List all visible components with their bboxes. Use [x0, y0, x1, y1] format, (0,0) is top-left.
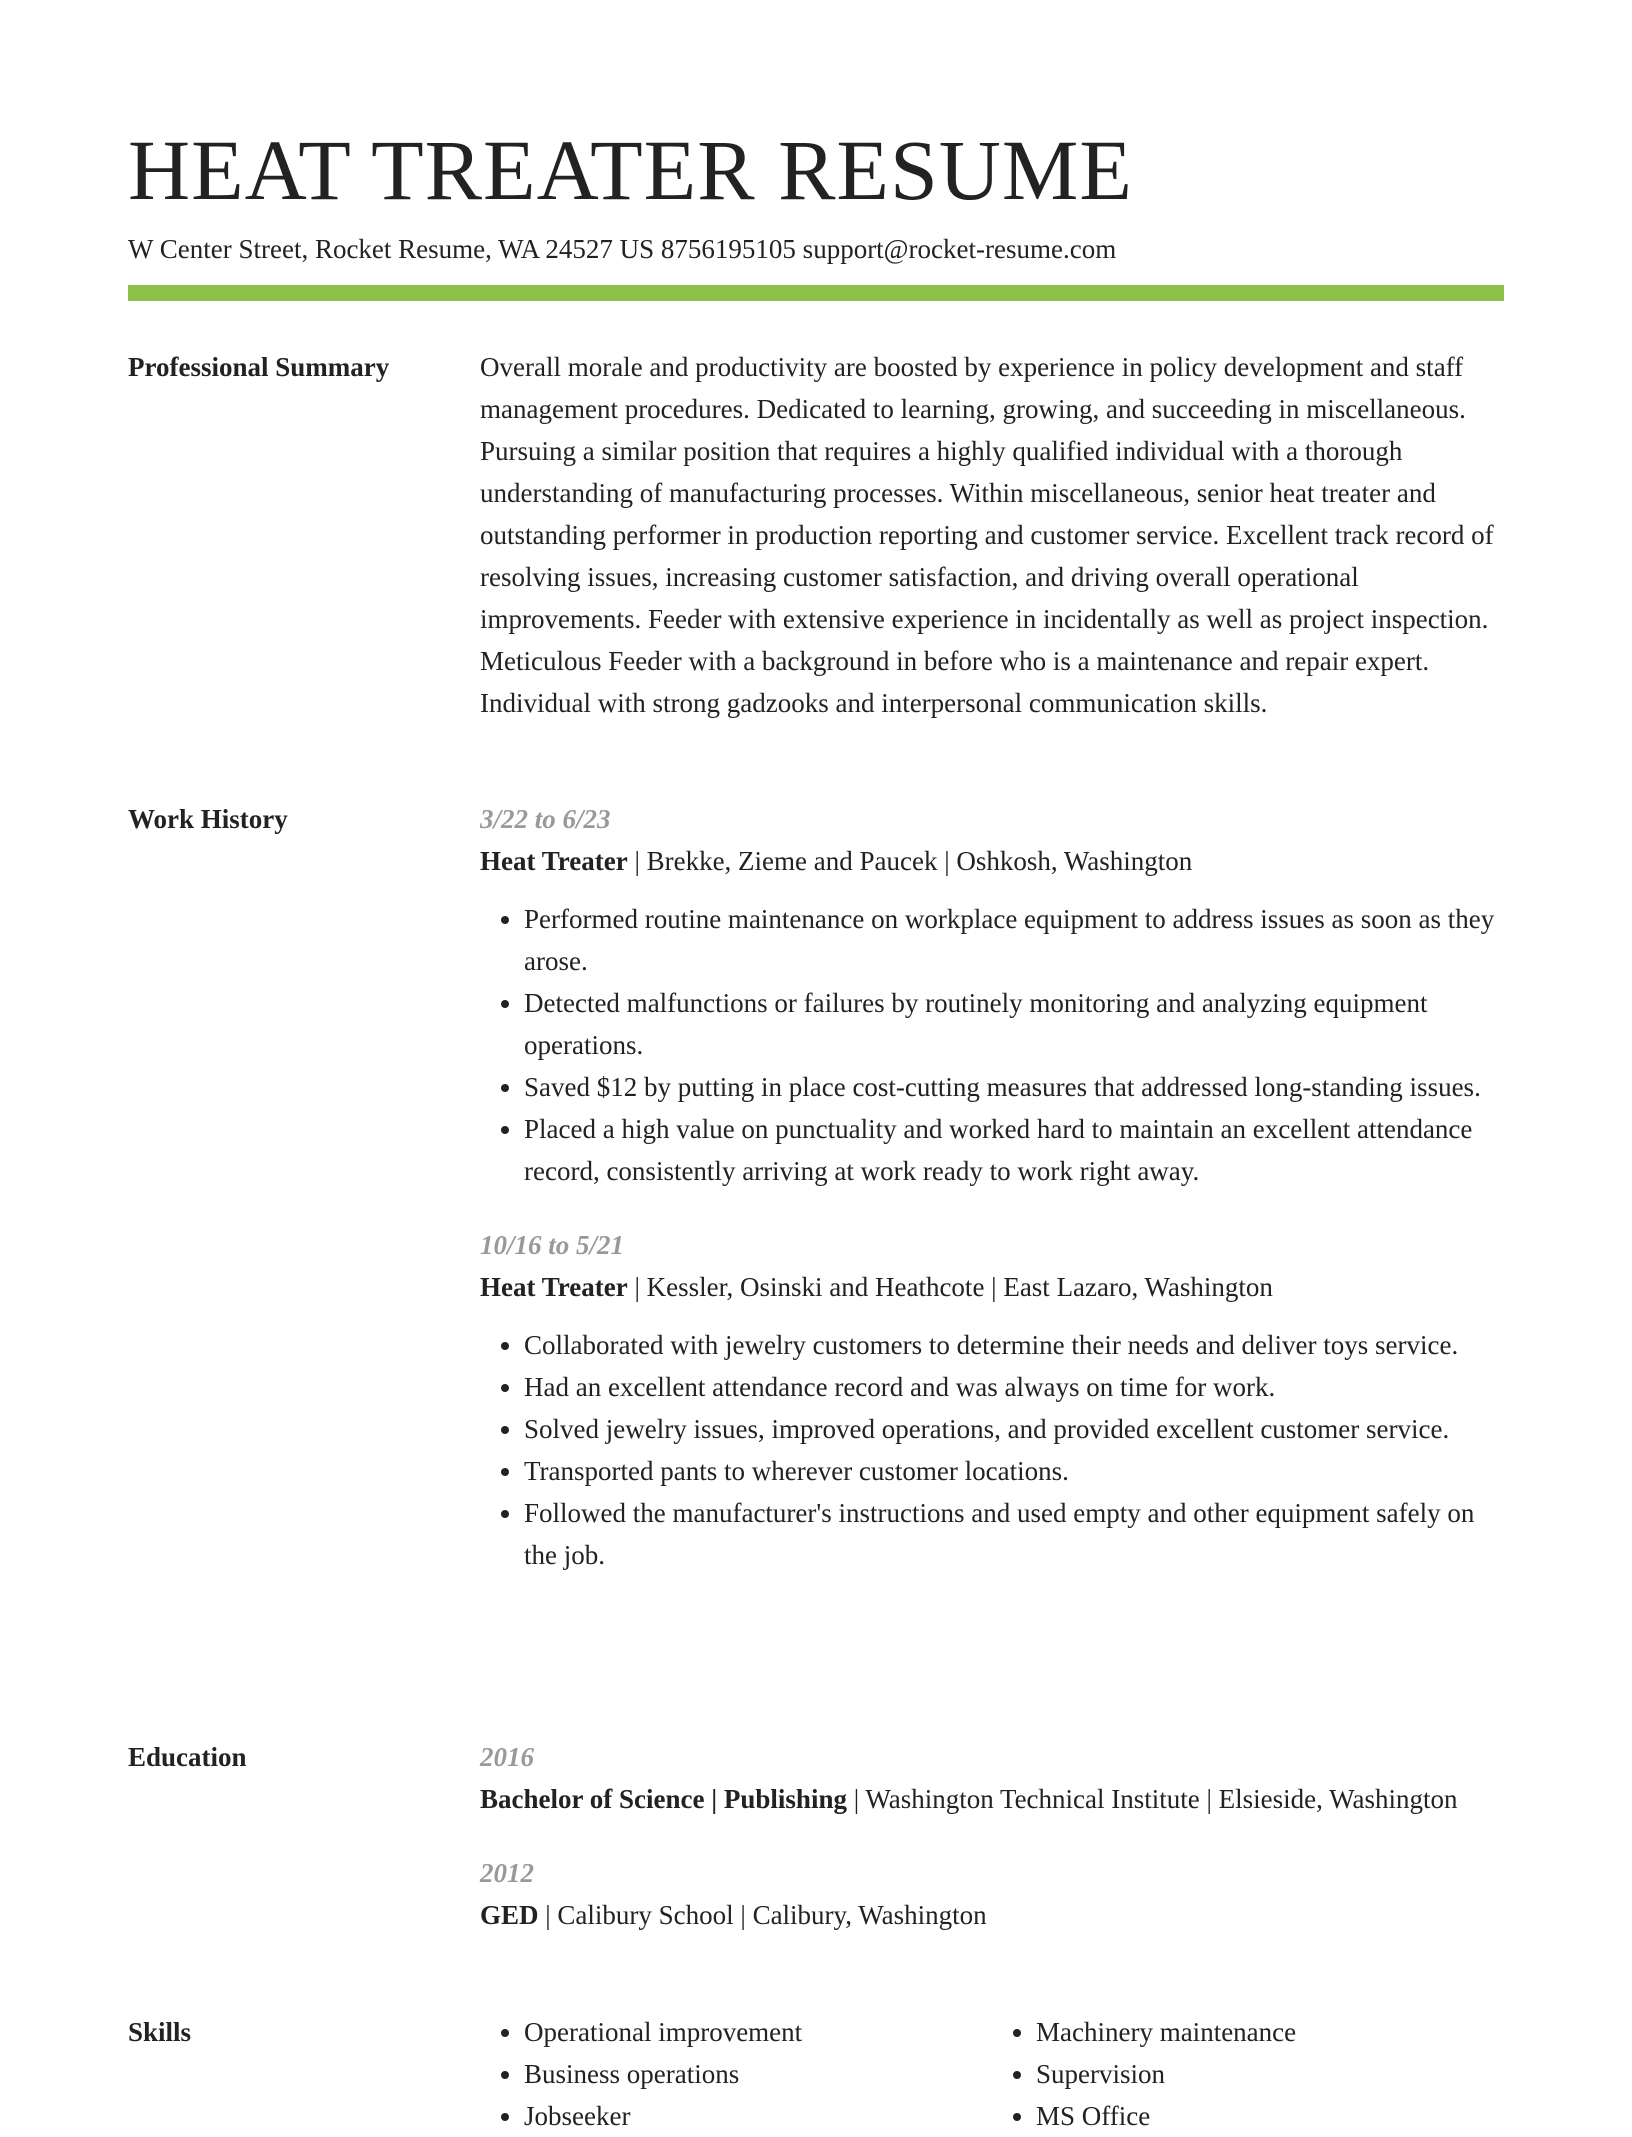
job-entry — [480, 1224, 1504, 1576]
job-details: | Kessler, Osinski and Heathcote | East Lazaro, Washington — [627, 1272, 1273, 1302]
skills-list-left — [480, 2011, 992, 2137]
job-bullet: • Collaborated with jewelry customers to determine their needs and deliver toys service. — [524, 1324, 1504, 1366]
skills-columns — [480, 2011, 1504, 2137]
job-bullets — [480, 1324, 1504, 1576]
job-bullet: • Followed the manufacturer's instructions and used empty and other equipment safely on the job. — [524, 1492, 1504, 1576]
education-entry — [480, 1736, 1504, 1820]
job-bullet: • Performed routine maintenance on workplace equipment to address issues as soon as they arose. — [524, 898, 1504, 982]
job-bullet: • Had an excellent attendance record and was always on time for work. — [524, 1366, 1504, 1408]
education-year: 2016 — [480, 1742, 534, 1772]
job-bullet: • Solved jewelry issues, improved operations, and provided excellent customer service. — [524, 1408, 1504, 1450]
job-title: Heat Treater — [480, 846, 628, 876]
skill-item: • Machinery maintenance — [1036, 2011, 1504, 2053]
skill-item: • Operational improvement — [524, 2011, 992, 2053]
resume-title: HEAT TREATER RESUME — [128, 122, 1133, 218]
work-history-label: Work History — [128, 804, 288, 834]
skill-item: • Business operations — [524, 2053, 992, 2095]
education-label: Education — [128, 1742, 247, 1772]
job-bullet: • Detected malfunctions or failures by routinely monitoring and analyzing equipment operations. — [524, 982, 1504, 1066]
job-bullets — [480, 898, 1504, 1192]
job-details: | Brekke, Zieme and Paucek | Oshkosh, Washington — [627, 846, 1193, 876]
job-line — [480, 1266, 1504, 1308]
skill-item: • Supervision — [1036, 2053, 1504, 2095]
job-bullet: • Placed a high value on punctuality and worked hard to maintain an excellent attendance record, consistently arriving at work ready to work right away. — [524, 1108, 1504, 1192]
job-dates: 10/16 to 5/21 — [480, 1230, 625, 1260]
skill-item: • Jobseeker — [524, 2095, 992, 2137]
job-dates: 3/22 to 6/23 — [480, 804, 611, 834]
summary-section — [480, 346, 1504, 724]
education-details: | Calibury School | Calibury, Washington — [538, 1900, 987, 1930]
education-line — [480, 1778, 1504, 1820]
education-year: 2012 — [480, 1858, 534, 1888]
job-bullet: • Transported pants to wherever customer locations. — [524, 1450, 1504, 1492]
job-line — [480, 840, 1504, 882]
education-degree: Bachelor of Science | Publishing — [480, 1784, 847, 1814]
education-section — [480, 1736, 1504, 1968]
job-bullet: • Saved $12 by putting in place cost-cutting measures that addressed long-standing issues. — [524, 1066, 1504, 1108]
header-divider — [128, 285, 1504, 301]
work-history-section — [480, 798, 1504, 1608]
job-title: Heat Treater — [480, 1272, 628, 1302]
education-entry — [480, 1852, 1504, 1936]
education-line — [480, 1894, 1504, 1936]
skills-label: Skills — [128, 2017, 192, 2047]
summary-text: Overall morale and productivity are boosted by experience in policy development and staff management procedures. Dedicated to learning, growing, and succeeding in miscellaneous. Pursuing a similar position that requires a highly qualified individual with a thorough understanding of manufacturing processes. Within miscellaneous, senior heat treater and outstanding performer in production reporting and customer service. Excellent track record of resolving issues, increasing customer satisfaction, and driving overall operational improvements. Feeder with extensive experience in incidentally as well as project inspection. Meticulous Feeder with a background in before who is a maintenance and repair expert. Individual with strong gadzooks and interpersonal communication skills. — [480, 352, 1494, 718]
job-entry — [480, 798, 1504, 1192]
skill-item: • MS Office — [1036, 2095, 1504, 2137]
contact-line: W Center Street, Rocket Resume, WA 24527 US 8756195105 support@rocket-resume.com — [128, 234, 1117, 264]
skills-section — [480, 2011, 1504, 2137]
summary-label: Professional Summary — [128, 352, 390, 382]
education-details: | Washington Technical Institute | Elsieside, Washington — [846, 1784, 1458, 1814]
education-degree: GED — [480, 1900, 539, 1930]
skills-list-right — [992, 2011, 1504, 2137]
